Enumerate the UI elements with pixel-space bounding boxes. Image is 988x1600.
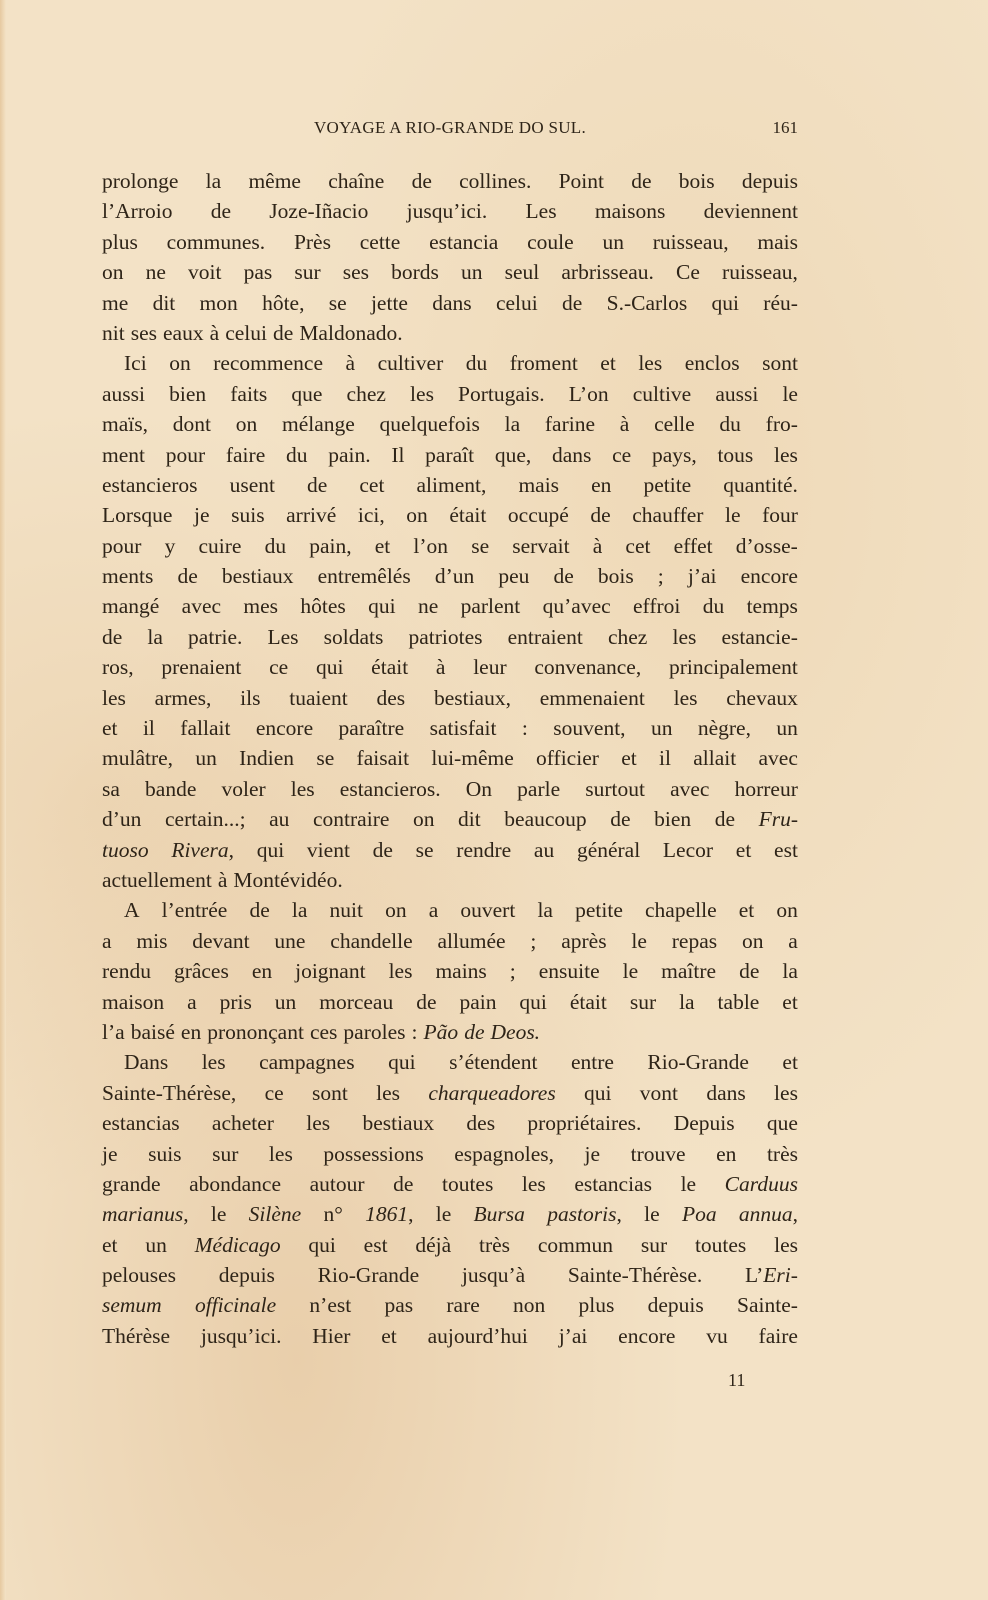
text-line: plus communes. Près cette estancia coule un ruisseau, mais bbox=[102, 229, 798, 254]
text-line: tuoso Rivera, qui vient de se rendre au général Lecor et est bbox=[102, 837, 798, 862]
text-line: sa bande voler les estancieros. On parle surtout avec horreur bbox=[102, 776, 798, 801]
text-line: pelouses depuis Rio-Grande jusqu’à Sainte-Thérèse. L’Eri- bbox=[102, 1263, 798, 1288]
text-line: Lorsque je suis arrivé ici, on était occupé de chauffer le four bbox=[102, 503, 798, 528]
text-line: l’a baisé en prononçant ces paroles : Pão de Deos. bbox=[102, 1019, 541, 1044]
text-line: mulâtre, un Indien se faisait lui-même officier et il allait avec bbox=[102, 746, 798, 771]
text-line: grande abondance autour de toutes les estancias le Carduus bbox=[102, 1171, 798, 1196]
text-line: Thérèse jusqu’ici. Hier et aujourd’hui j’ai encore vu faire bbox=[102, 1323, 798, 1348]
running-title: VOYAGE A RIO-GRANDE DO SUL. bbox=[313, 118, 587, 137]
text-line: mangé avec mes hôtes qui ne parlent qu’avec effroi du temps bbox=[102, 594, 798, 619]
text-line: ments de bestiaux entremêlés d’un peu de bois ; j’ai encore bbox=[102, 564, 798, 589]
text-line: d’un certain...; au contraire on dit beaucoup de bien de Fru- bbox=[102, 807, 798, 832]
text-line: maïs, dont on mélange quelquefois la farine à celle du fro- bbox=[102, 412, 798, 437]
text-line: je suis sur les possessions espagnoles, je trouve en très bbox=[102, 1141, 798, 1166]
page-number: 161 bbox=[772, 118, 798, 137]
text-line: nit ses eaux à celui de Maldonado. bbox=[102, 320, 403, 345]
text-line: marianus, le Silène n° 1861, le Bursa pastoris, le Poa annua, bbox=[102, 1202, 798, 1227]
text-line: rendu grâces en joignant les mains ; ensuite le maître de la bbox=[102, 959, 798, 984]
text-line: ment pour faire du pain. Il paraît que, dans ce pays, tous les bbox=[102, 442, 798, 467]
text-line: on ne voit pas sur ses bords un seul arbrisseau. Ce ruisseau, bbox=[102, 260, 798, 285]
text-line: l’Arroio de Joze-Iñacio jusqu’ici. Les maisons deviennent bbox=[102, 199, 798, 224]
text-line: les armes, ils tuaient des bestiaux, emmenaient les chevaux bbox=[102, 685, 798, 710]
signature-mark: 11 bbox=[728, 1370, 746, 1390]
text-line: pour y cuire du pain, et l’on se servait à cet effet d’osse- bbox=[102, 533, 798, 558]
text-line: ros, prenaient ce qui était à leur convenance, principalement bbox=[102, 655, 798, 680]
page-edge bbox=[0, 0, 6, 1600]
text-line: aussi bien faits que chez les Portugais. L’on cultive aussi le bbox=[102, 381, 798, 406]
text-line: Ici on recommence à cultiver du froment et les enclos sont bbox=[124, 351, 798, 376]
text-line: prolonge la même chaîne de collines. Point de bois depuis bbox=[102, 169, 798, 193]
body-text bbox=[102, 166, 798, 1351]
text-line: A l’entrée de la nuit on a ouvert la petite chapelle et on bbox=[124, 898, 798, 923]
text-line: Dans les campagnes qui s’étendent entre Rio-Grande et bbox=[124, 1050, 798, 1075]
text-line: estancieros usent de cet aliment, mais en petite quantité. bbox=[102, 472, 798, 497]
text-line: maison a pris un morceau de pain qui était sur la table et bbox=[102, 989, 798, 1014]
text-line: semum officinale n’est pas rare non plus depuis Sainte- bbox=[102, 1293, 798, 1318]
text-line: Sainte-Thérèse, ce sont les charqueadores qui vont dans les bbox=[102, 1080, 798, 1105]
text-line: a mis devant une chandelle allumée ; après le repas on a bbox=[102, 928, 798, 953]
text-line: et il fallait encore paraître satisfait : souvent, un nègre, un bbox=[102, 716, 798, 741]
text-line: et un Médicago qui est déjà très commun sur toutes les bbox=[102, 1232, 798, 1257]
running-header bbox=[102, 116, 798, 142]
text-line: estancias acheter les bestiaux des propriétaires. Depuis que bbox=[102, 1111, 798, 1136]
text-line: de la patrie. Les soldats patriotes entraient chez les estancie- bbox=[102, 624, 798, 649]
text-line: actuellement à Montévidéo. bbox=[102, 867, 343, 892]
text-line: me dit mon hôte, se jette dans celui de S.-Carlos qui réu- bbox=[102, 290, 798, 315]
